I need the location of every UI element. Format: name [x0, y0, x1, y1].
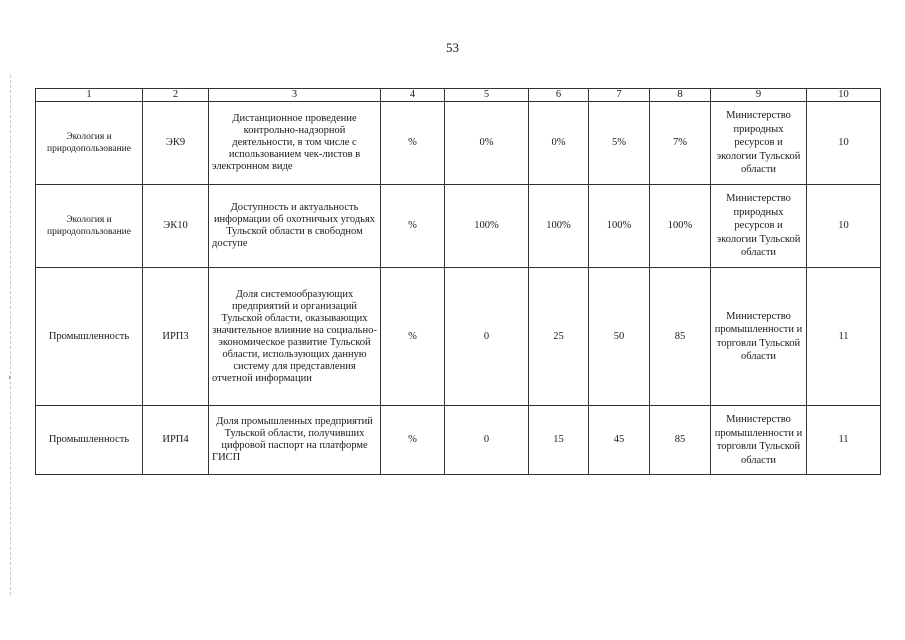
unit-cell: % — [381, 268, 445, 406]
header-cell: 10 — [807, 89, 881, 102]
code-cell: ЭК9 — [143, 102, 209, 185]
header-cell: 3 — [209, 89, 381, 102]
header-row — [36, 89, 881, 102]
table-row — [36, 406, 881, 475]
ref-cell: 10 — [807, 185, 881, 268]
header-cell: 7 — [589, 89, 650, 102]
header-cell: 8 — [650, 89, 711, 102]
unit-cell: % — [381, 406, 445, 475]
header-cell: 9 — [711, 89, 807, 102]
code-cell: ИРП4 — [143, 406, 209, 475]
ref-cell: 10 — [807, 102, 881, 185]
description-cell: Доля системообразующих предприятий и организаций Тульской области, оказывающих значительное влияние на социально-экономическое развитие Тульской области, использующих данную систему для представления отчетной информации — [209, 268, 381, 406]
code-cell: ЭК10 — [143, 185, 209, 268]
area-cell: Экология и природопользование — [36, 185, 143, 268]
value-cell: 100% — [445, 185, 529, 268]
header-cell: 6 — [529, 89, 589, 102]
page-number: 53 — [446, 40, 459, 55]
value-cell: 5% — [589, 102, 650, 185]
header-cell: 5 — [445, 89, 529, 102]
scan-margin-line — [10, 75, 12, 595]
value-cell: 25 — [529, 268, 589, 406]
value-cell: 0% — [445, 102, 529, 185]
value-cell: 85 — [650, 268, 711, 406]
org-cell: Министерство природных ресурсов и экологии Тульской области — [711, 185, 807, 268]
value-cell: 7% — [650, 102, 711, 185]
value-cell: 85 — [650, 406, 711, 475]
header-cell: 2 — [143, 89, 209, 102]
unit-cell: % — [381, 102, 445, 185]
code-cell: ИРП3 — [143, 268, 209, 406]
org-cell: Министерство промышленности и торговли Тульской области — [711, 406, 807, 475]
description-cell: Дистанционное проведение контрольно-надзорной деятельности, в том числе с использованием чек-листов в электронном виде — [209, 102, 381, 185]
table-row — [36, 102, 881, 185]
ref-cell: 11 — [807, 268, 881, 406]
ref-cell: 11 — [807, 406, 881, 475]
value-cell: 100% — [650, 185, 711, 268]
value-cell: 0% — [529, 102, 589, 185]
scan-artifact-icon: › — [8, 372, 12, 383]
header-cell: 1 — [36, 89, 143, 102]
description-cell: Доля промышленных предприятий Тульской области, получивших цифровой паспорт на платформе ГИСП — [209, 406, 381, 475]
value-cell: 50 — [589, 268, 650, 406]
header-cell: 4 — [381, 89, 445, 102]
value-cell: 0 — [445, 406, 529, 475]
value-cell: 15 — [529, 406, 589, 475]
indicators-table — [35, 88, 881, 475]
area-cell: Промышленность — [36, 406, 143, 475]
org-cell: Министерство природных ресурсов и экологии Тульской области — [711, 102, 807, 185]
unit-cell: % — [381, 185, 445, 268]
area-cell: Экология и природопользование — [36, 102, 143, 185]
value-cell: 45 — [589, 406, 650, 475]
value-cell: 100% — [529, 185, 589, 268]
value-cell: 100% — [589, 185, 650, 268]
description-cell: Доступность и актуальность информации об охотничьих угодьях Тульской области в свободном доступе — [209, 185, 381, 268]
org-cell: Министерство промышленности и торговли Тульской области — [711, 268, 807, 406]
area-cell: Промышленность — [36, 268, 143, 406]
table-row — [36, 185, 881, 268]
value-cell: 0 — [445, 268, 529, 406]
table-row — [36, 268, 881, 406]
